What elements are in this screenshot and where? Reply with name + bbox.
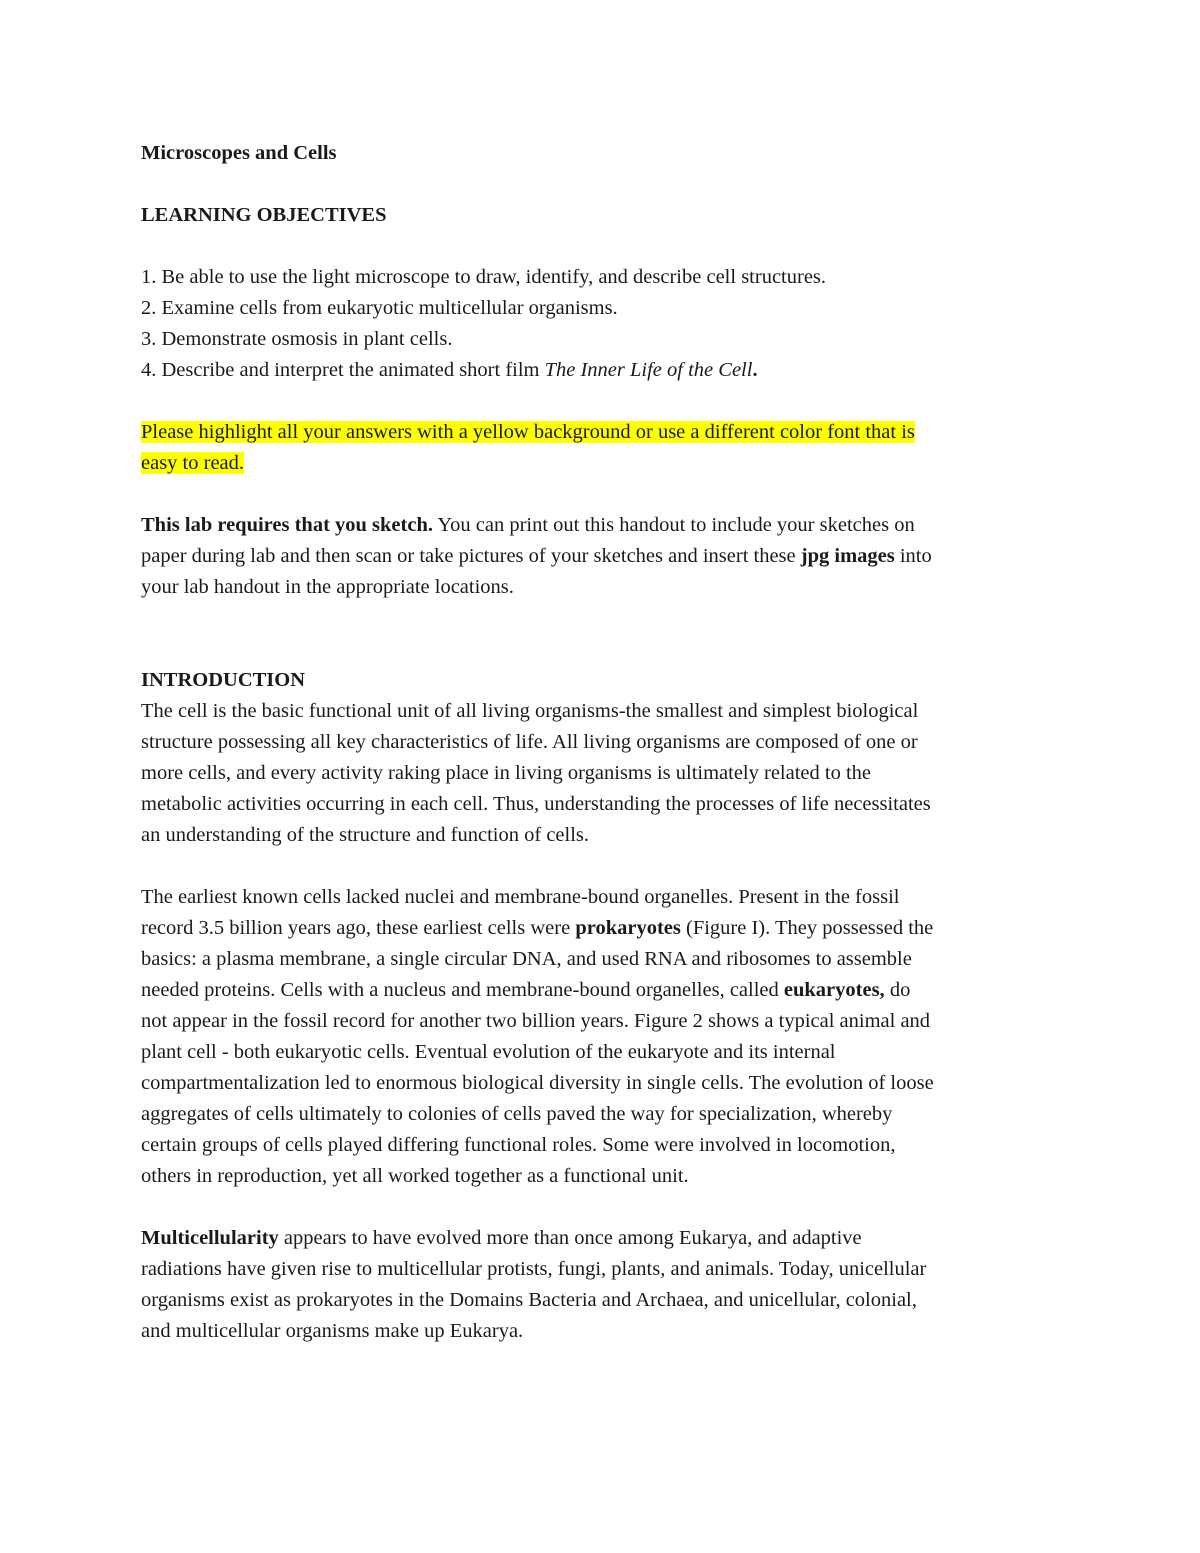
para2-line: basics: a plasma membrane, a single circular DNA, and used RNA and ribosomes to assemble <box>141 948 912 970</box>
para2-text: record 3.5 billion years ago, these earliest cells were <box>141 917 576 939</box>
para2-text: needed proteins. Cells with a nucleus and membrane-bound organelles, called <box>141 979 784 1001</box>
objective-item: 3. Demonstrate osmosis in plant cells. <box>141 328 453 350</box>
sketch-text: into <box>894 545 932 567</box>
spacer <box>141 231 1061 262</box>
para2-line <box>141 913 1061 944</box>
para2-line <box>141 975 1061 1006</box>
para2-line: others in reproduction, yet all worked together as a functional unit. <box>141 1165 689 1187</box>
spacer <box>141 851 1061 882</box>
eukaryotes-term: eukaryotes, <box>783 979 885 1001</box>
sketch-paragraph-line: your lab handout in the appropriate locations. <box>141 576 514 598</box>
spacer <box>141 603 1061 634</box>
para2-line: aggregates of cells ultimately to colonies of cells paved the way for specialization, whereby <box>141 1103 893 1125</box>
objective-item: 1. Be able to use the light microscope to draw, identify, and describe cell structures. <box>141 266 827 288</box>
spacer <box>141 169 1061 200</box>
film-title: The Inner Life of the Cell <box>544 359 753 381</box>
multicellularity-term: Multicellularity <box>141 1227 279 1249</box>
objective-text: 4. Describe and interpret the animated short film <box>141 359 545 381</box>
objectives-heading: LEARNING OBJECTIVES <box>141 204 387 226</box>
introduction-heading: INTRODUCTION <box>141 669 306 691</box>
para3-line: radiations have given rise to multicellular protists, fungi, plants, and animals. Today, unicellular <box>141 1258 927 1280</box>
para2-line: compartmentalization led to enormous biological diversity in single cells. The evolution of loose <box>141 1072 934 1094</box>
highlight-instruction <box>141 417 1061 448</box>
prokaryotes-term: prokaryotes <box>575 917 681 939</box>
intro-line: The cell is the basic functional unit of all living organisms-the smallest and simplest biological <box>141 700 919 722</box>
para3-line <box>141 1223 1061 1254</box>
spacer <box>141 386 1061 417</box>
sketch-paragraph-line <box>141 510 1061 541</box>
para2-line: not appear in the fossil record for another two billion years. Figure 2 shows a typical animal and <box>141 1010 931 1032</box>
spacer <box>141 634 1061 665</box>
jpg-images-term: jpg images <box>800 545 895 567</box>
document-page <box>141 138 1061 1347</box>
highlight-instruction <box>141 448 1061 479</box>
spacer <box>141 479 1061 510</box>
sketch-text: paper during lab and then scan or take pictures of your sketches and insert these <box>141 545 801 567</box>
intro-line: more cells, and every activity raking place in living organisms is ultimately related to the <box>141 762 872 784</box>
intro-line: an understanding of the structure and function of cells. <box>141 824 590 846</box>
para3-line: and multicellular organisms make up Eukarya. <box>141 1320 524 1342</box>
sketch-paragraph-line <box>141 541 1061 572</box>
para2-text: do <box>884 979 911 1001</box>
sketch-lead: This lab requires that you sketch. <box>141 514 433 536</box>
objective-item <box>141 355 1061 386</box>
para3-text: appears to have evolved more than once among Eukarya, and adaptive <box>278 1227 862 1249</box>
objective-period: . <box>752 359 758 381</box>
intro-line: metabolic activities occurring in each cell. Thus, understanding the processes of life necessitates <box>141 793 931 815</box>
highlighted-text: Please highlight all your answers with a yellow background or use a different color font that is <box>141 421 915 443</box>
highlighted-text: easy to read. <box>141 452 245 474</box>
sketch-text: You can print out this handout to include your sketches on <box>433 514 915 536</box>
para2-line: certain groups of cells played differing functional roles. Some were involved in locomotion, <box>141 1134 896 1156</box>
document-title: Microscopes and Cells <box>141 142 337 164</box>
para2-text: (Figure I). They possessed the <box>680 917 934 939</box>
intro-line: structure possessing all key characteristics of life. All living organisms are composed of one or <box>141 731 918 753</box>
spacer <box>141 1192 1061 1223</box>
para2-line: The earliest known cells lacked nuclei and membrane-bound organelles. Present in the fossil <box>141 886 900 908</box>
para3-line: organisms exist as prokaryotes in the Domains Bacteria and Archaea, and unicellular, colonial, <box>141 1289 917 1311</box>
objective-item: 2. Examine cells from eukaryotic multicellular organisms. <box>141 297 618 319</box>
para2-line: plant cell - both eukaryotic cells. Eventual evolution of the eukaryote and its internal <box>141 1041 836 1063</box>
